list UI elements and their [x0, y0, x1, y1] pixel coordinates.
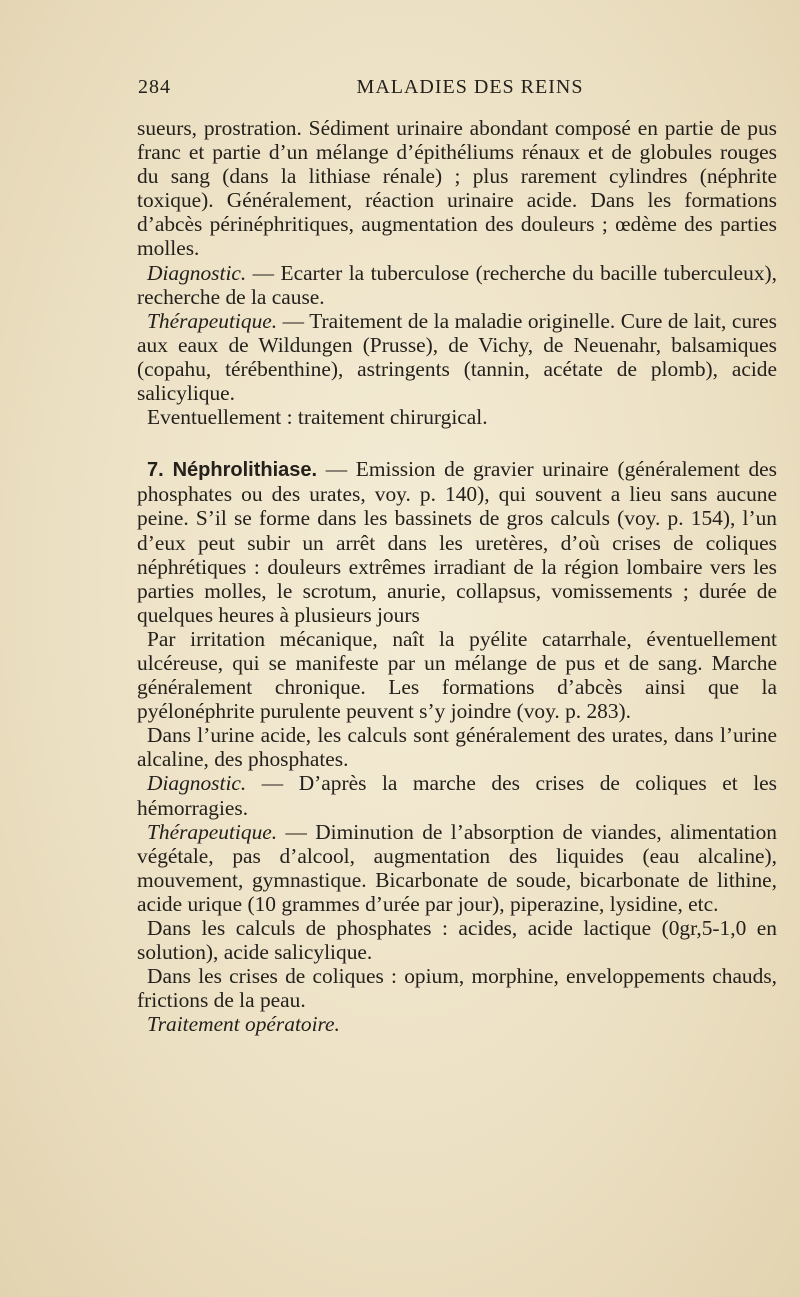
- body-text: [137, 116, 777, 1036]
- paragraph: Dans les calculs de phosphates : acides, acide lactique (0gr,5-1,0 en solution), acide salicylique.: [137, 916, 777, 965]
- page-number: 284: [138, 76, 171, 98]
- paragraph: Thérapeutique. — Diminution de l’absorption de viandes, alimentation végétale, pas d’alcool, augmentation des liquides (eau alcaline), mouvement, gymnastique. Bicarbonate de soude, bicarbonate de lithine, acide urique (10 grammes d’urée par jour), piperazine, lysidine, etc.: [137, 819, 777, 916]
- running-title: MALADIES DES REINS: [356, 76, 584, 98]
- section-label: Diagnostic.: [147, 771, 247, 796]
- section-label: Traitement opératoire.: [147, 1012, 340, 1037]
- section-heading: 7. Néphrolithiase.: [147, 459, 318, 482]
- paragraph: Thérapeutique. — Traitement de la maladie originelle. Cure de lait, cures aux eaux de Wildungen (Prusse), de Vichy, de Neuenahr, balsamiques (copahu, térébenthine), astringents (tannin, acétate de plomb), acide salicylique.: [137, 308, 777, 406]
- paragraph: Diagnostic. — D’après la marche des crises de coliques et les hémorragies.: [137, 771, 777, 820]
- book-page: [137, 72, 777, 1036]
- section-spacer: [137, 429, 777, 457]
- paragraph: sueurs, prostration. Sédiment urinaire abondant composé en partie de pus franc et partie d’un mélange d’épithéliums rénaux et de globules rouges du sang (dans la lithiase rénale) ; plus rarement cylindres (néphrite toxique). Généralement, réaction urinaire acide. Dans les formations d’abcès périnéphritiques, augmentation des douleurs ; œdème des parties molles.: [137, 116, 777, 261]
- section-label: Thérapeutique.: [147, 308, 278, 333]
- paragraph: Dans l’urine acide, les calculs sont généralement des urates, dans l’urine alcaline, des phosphates.: [137, 723, 777, 772]
- paragraph: Eventuellement : traitement chirurgical.: [147, 405, 488, 430]
- paragraph: [137, 1012, 777, 1036]
- paragraph: Dans les crises de coliques : opium, morphine, enveloppements chauds, frictions de la peau.: [137, 964, 777, 1013]
- paragraph: 7. Néphrolithiase. — Emission de gravier urinaire (généralement des phosphates ou des urates, voy. p. 140), qui souvent a lieu sans aucune peine. S’il se forme dans les bassinets de gros calculs (voy. p. 154), l’un d’eux peut subir un arrêt dans les uretères, d’où crises de coliques néphrétiques : douleurs extrêmes irradiant de la région lombaire vers les parties molles, le scrotum, anurie, collapsus, vomissements ; durée de quelques heures à plusieurs jours: [137, 457, 777, 627]
- section-label: Thérapeutique.: [147, 819, 278, 844]
- section-label: Diagnostic.: [147, 260, 247, 285]
- paragraph: Diagnostic. — Ecarter la tuberculose (recherche du bacille tuberculeux), recherche de la cause.: [137, 260, 777, 309]
- paragraph: Par irritation mécanique, naît la pyélite catarrhale, éventuellement ulcéreuse, qui se manifeste par un mélange de pus et de sang. Marche généralement chronique. Les formations d’abcès ainsi que la pyélonéphrite purulente peuvent s’y joindre (voy. p. 283).: [137, 626, 777, 724]
- page-header: [137, 72, 777, 106]
